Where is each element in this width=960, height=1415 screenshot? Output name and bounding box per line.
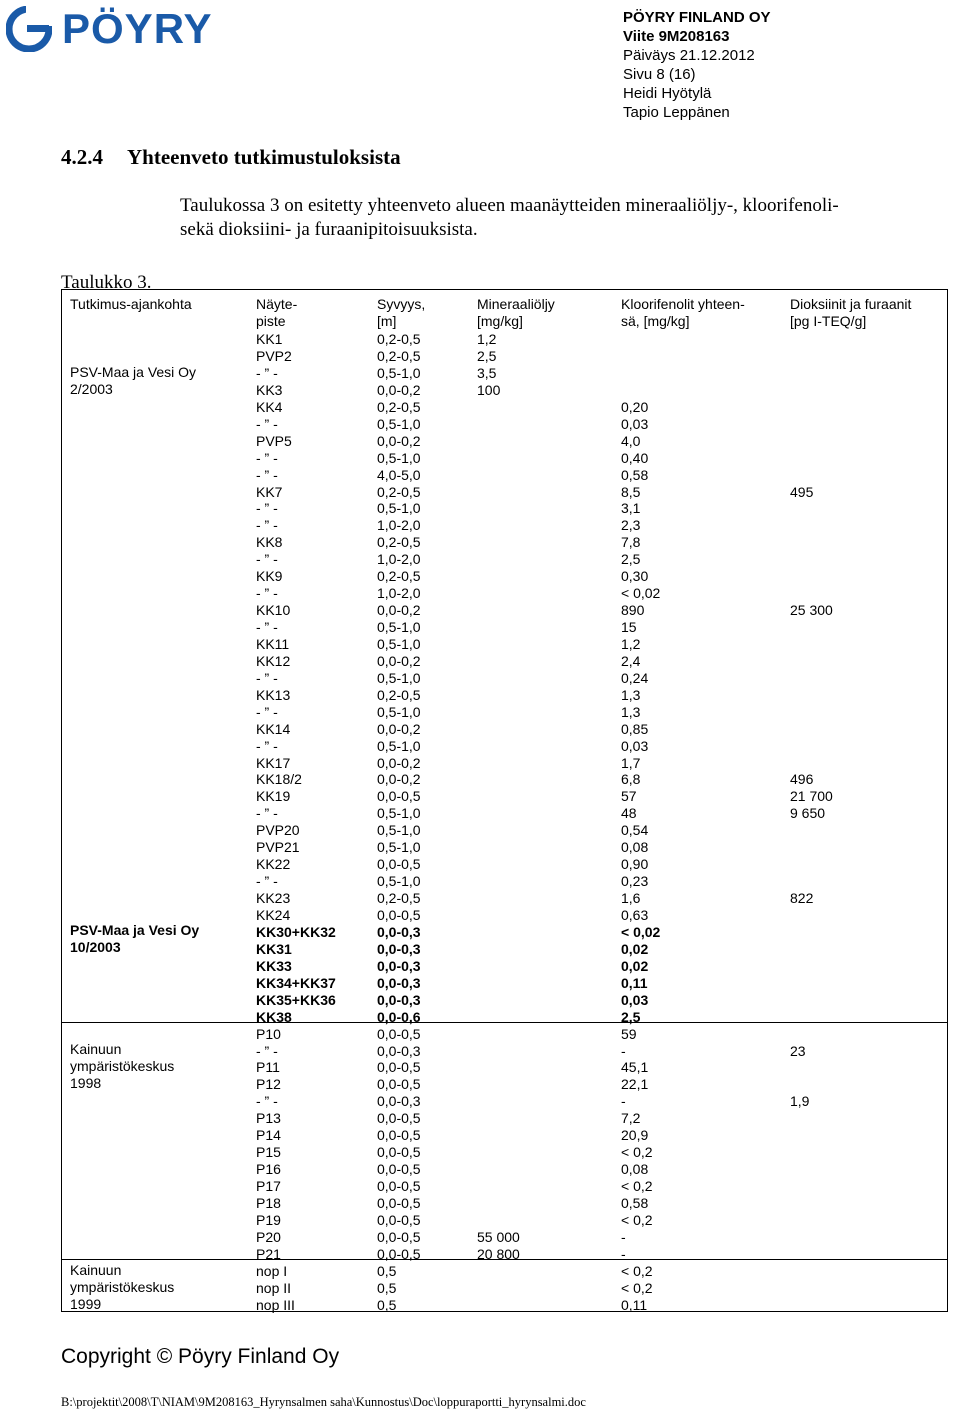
sample-point-cell: nop II <box>256 1279 292 1296</box>
depth-cell: 0,0-0,5 <box>377 1110 421 1127</box>
sample-point-cell: KK22 <box>256 856 291 873</box>
depth-cell: 0,0-0,2 <box>377 771 421 788</box>
mineral-oil-cell: 100 <box>477 381 501 398</box>
group-label-line: ympäristökeskus <box>70 1278 175 1295</box>
table-caption: Taulukko 3. <box>61 272 152 293</box>
document-header-info <box>623 8 771 122</box>
depth-cell: 0,0-0,5 <box>377 1144 421 1161</box>
sample-point-cell: - ” - <box>256 805 278 822</box>
header-text: Näyte- <box>256 296 298 312</box>
depth-cell: 0,0-0,3 <box>377 1042 421 1059</box>
depth-cell: 0,0-0,5 <box>377 1178 421 1194</box>
chlorophenols-cell: - <box>621 1228 626 1245</box>
depth-cell: 0,2-0,5 <box>377 331 421 347</box>
dioxins-cell: 1,9 <box>790 1093 810 1110</box>
header-text: Mineraaliöljy <box>477 296 555 312</box>
chlorophenols-cell: 0,11 <box>621 1296 648 1313</box>
group-label-line: 2/2003 <box>70 380 113 397</box>
column-header-dioxins <box>790 296 911 330</box>
section-title <box>61 145 401 170</box>
depth-cell: 0,0-0,5 <box>377 1076 421 1093</box>
dioxins-cell: 495 <box>790 483 814 500</box>
sample-point-cell: KK12 <box>256 652 291 669</box>
depth-cell: 0,5-1,0 <box>377 737 421 754</box>
depth-cell: 0,0-0,5 <box>377 1228 421 1245</box>
sample-point-cell: KK14 <box>256 720 291 737</box>
group-divider <box>62 1022 947 1023</box>
sample-point-cell: KK30+KK32 <box>256 923 336 940</box>
depth-cell: 0,0-0,5 <box>377 1127 421 1144</box>
dioxins-cell: 822 <box>790 890 814 906</box>
sample-point-cell: - ” - <box>256 703 278 720</box>
chlorophenols-cell: 22,1 <box>621 1076 649 1093</box>
section-heading: Yhteenveto tutkimustuloksista <box>127 145 401 169</box>
sample-point-cell: P12 <box>256 1076 281 1093</box>
sample-point-cell: - ” - <box>256 449 278 466</box>
group-label-line: ympäristökeskus <box>70 1057 175 1074</box>
sample-point-cell: KK3 <box>256 381 283 398</box>
sample-point-cell: nop III <box>256 1296 295 1313</box>
sample-point-cell: KK13 <box>256 686 291 703</box>
mineral-oil-cell: 20 800 <box>477 1245 520 1262</box>
chlorophenols-cell: 45,1 <box>621 1059 649 1076</box>
chlorophenols-cell: 2,5 <box>621 1008 641 1025</box>
depth-cell: 0,5-1,0 <box>377 449 421 466</box>
group-label <box>70 1041 174 1092</box>
chlorophenols-cell: 20,9 <box>621 1127 649 1144</box>
chlorophenols-cell: 1,7 <box>621 754 641 771</box>
chlorophenols-cell: 8,5 <box>621 483 641 500</box>
chlorophenols-cell: 0,54 <box>621 822 649 839</box>
depth-cell: 0,5-1,0 <box>377 415 421 432</box>
sample-point-cell: KK17 <box>256 754 291 771</box>
depth-cell: 0,5-1,0 <box>377 703 421 720</box>
header-text: Syvyys, <box>377 296 426 312</box>
sample-point-cell: KK19 <box>256 788 291 805</box>
header-text: [mg/kg] <box>477 312 523 329</box>
sample-point-cell: - ” - <box>256 466 278 483</box>
chlorophenols-cell: - <box>621 1042 626 1059</box>
sample-point-cell: - ” - <box>256 500 278 517</box>
chlorophenols-cell: 15 <box>621 619 637 635</box>
sample-point-cell: P15 <box>256 1144 281 1161</box>
chlorophenols-cell: 0,11 <box>621 974 648 991</box>
poyry-logo-icon <box>6 6 52 52</box>
depth-cell: 0,0-0,3 <box>377 923 421 940</box>
chlorophenols-cell: 890 <box>621 602 645 618</box>
chlorophenols-cell: 3,1 <box>621 500 641 517</box>
chlorophenols-cell: 0,63 <box>621 907 649 923</box>
depth-cell: 0,2-0,5 <box>377 686 421 703</box>
depth-cell: 0,5-1,0 <box>377 805 421 822</box>
sample-point-cell: KK1 <box>256 331 283 347</box>
results-table <box>61 289 948 1312</box>
group-label-line: 1999 <box>70 1295 102 1312</box>
header-text: Kloorifenolit yhteen- <box>621 296 745 312</box>
dioxins-cell: 25 300 <box>790 602 833 618</box>
chlorophenols-cell: 1,6 <box>621 890 641 906</box>
sample-point-cell: KK8 <box>256 534 283 551</box>
column-header-period <box>70 296 192 313</box>
depth-cell: 0,2-0,5 <box>377 568 421 585</box>
group-label-line: 10/2003 <box>70 938 121 955</box>
chlorophenols-cell: 0,08 <box>621 839 649 856</box>
header-text: piste <box>256 312 286 329</box>
depth-cell: 0,0-0,5 <box>377 788 421 805</box>
chlorophenols-cell: 0,30 <box>621 568 649 585</box>
depth-cell: 0,2-0,5 <box>377 483 421 500</box>
depth-cell: 0,0-0,5 <box>377 856 421 873</box>
depth-cell: 0,5-1,0 <box>377 669 421 686</box>
chlorophenols-cell: 1,3 <box>621 686 641 703</box>
sample-point-cell: KK7 <box>256 483 283 500</box>
sample-point-cell: nop I <box>256 1262 288 1279</box>
sample-point-cell: P17 <box>256 1178 281 1194</box>
sample-point-cell: PVP20 <box>256 822 300 839</box>
sample-point-cell: PVP2 <box>256 347 292 364</box>
author-name: Tapio Leppänen <box>623 104 730 121</box>
header-text: Dioksiinit ja furaanit <box>790 296 912 312</box>
mineral-oil-cell: 2,5 <box>477 347 497 364</box>
depth-cell: 0,5 <box>377 1262 397 1279</box>
depth-cell: 0,0-0,2 <box>377 381 421 398</box>
depth-cell: 0,0-0,5 <box>377 1211 421 1228</box>
mineral-oil-cell: 1,2 <box>477 331 497 347</box>
depth-cell: 0,5-1,0 <box>377 619 421 635</box>
depth-cell: 0,2-0,5 <box>377 534 421 551</box>
group-label-line: Kainuun <box>70 1262 122 1278</box>
depth-cell: 0,0-0,2 <box>377 432 421 449</box>
column-header-sample <box>256 296 297 330</box>
depth-cell: 0,0-0,3 <box>377 991 421 1008</box>
sample-point-cell: - ” - <box>256 1093 278 1110</box>
depth-cell: 0,5-1,0 <box>377 500 421 517</box>
chlorophenols-cell: 0,03 <box>621 415 649 432</box>
chlorophenols-cell: 0,08 <box>621 1161 649 1178</box>
group-label-line: PSV-Maa ja Vesi Oy <box>70 364 197 380</box>
chlorophenols-cell: < 0,2 <box>621 1178 653 1194</box>
group-label <box>70 364 196 398</box>
column-header-mineral-oil <box>477 296 555 330</box>
depth-cell: 1,0-2,0 <box>377 585 421 602</box>
intro-paragraph <box>180 194 960 242</box>
copyright-notice: Copyright © Pöyry Finland Oy <box>61 1345 340 1368</box>
group-label-line: PSV-Maa ja Vesi Oy <box>70 922 200 938</box>
depth-cell: 0,5-1,0 <box>377 822 421 839</box>
header-text: Tutkimus-ajankohta <box>70 296 192 312</box>
depth-cell: 0,0-0,5 <box>377 1245 421 1262</box>
depth-cell: 0,2-0,5 <box>377 890 421 906</box>
dioxins-cell: 23 <box>790 1042 806 1059</box>
sample-point-cell: KK31 <box>256 940 292 957</box>
intro-line: Taulukossa 3 on esitetty yhteenveto alueen maanäytteiden mineraaliöljy-, kloorifenoli- <box>180 195 839 216</box>
sample-point-cell: - ” - <box>256 1042 278 1059</box>
chlorophenols-cell: 0,23 <box>621 873 649 890</box>
group-label <box>70 1262 174 1313</box>
depth-cell: 0,5-1,0 <box>377 873 421 890</box>
chlorophenols-cell: < 0,2 <box>621 1262 653 1279</box>
depth-cell: 0,0-0,2 <box>377 720 421 737</box>
depth-cell: 4,0-5,0 <box>377 466 421 483</box>
company-name: PÖYRY FINLAND OY <box>623 9 771 26</box>
document-date: Päiväys 21.12.2012 <box>623 47 755 64</box>
sample-point-cell: P16 <box>256 1161 281 1178</box>
chlorophenols-cell: 59 <box>621 1025 637 1042</box>
mineral-oil-cell: 55 000 <box>477 1228 520 1245</box>
chlorophenols-cell: 48 <box>621 805 637 822</box>
column-header-depth <box>377 296 425 330</box>
chlorophenols-cell: - <box>621 1245 626 1262</box>
chlorophenols-cell: 7,2 <box>621 1110 641 1127</box>
dioxins-cell: 496 <box>790 771 814 788</box>
company-logo <box>6 6 246 52</box>
sample-point-cell: KK24 <box>256 907 291 923</box>
chlorophenols-cell: < 0,02 <box>621 585 661 602</box>
chlorophenols-cell: 0,03 <box>621 991 649 1008</box>
sample-point-cell: - ” - <box>256 669 278 686</box>
sample-point-cell: KK18/2 <box>256 771 302 788</box>
sample-point-cell: KK33 <box>256 957 292 974</box>
depth-cell: 0,5-1,0 <box>377 364 421 381</box>
sample-point-cell: - ” - <box>256 737 278 754</box>
header-text: sä, [mg/kg] <box>621 312 690 329</box>
depth-cell: 0,0-0,2 <box>377 652 421 669</box>
chlorophenols-cell: 1,3 <box>621 703 641 720</box>
chlorophenols-cell: 1,2 <box>621 635 641 652</box>
chlorophenols-cell: 0,02 <box>621 940 649 957</box>
chlorophenols-cell: 2,3 <box>621 517 641 534</box>
depth-cell: 0,0-0,2 <box>377 754 421 771</box>
sample-point-cell: - ” - <box>256 619 278 635</box>
depth-cell: 0,5 <box>377 1279 397 1296</box>
sample-point-cell: KK35+KK36 <box>256 991 336 1008</box>
depth-cell: 0,0-0,3 <box>377 940 421 957</box>
depth-cell: 1,0-2,0 <box>377 551 421 568</box>
chlorophenols-cell: 0,85 <box>621 720 649 737</box>
chlorophenols-cell: 0,40 <box>621 449 649 466</box>
chlorophenols-cell: 0,90 <box>621 856 649 873</box>
depth-cell: 0,5 <box>377 1296 397 1313</box>
group-label-line: Kainuun <box>70 1041 122 1057</box>
sample-point-cell: - ” - <box>256 364 278 381</box>
depth-cell: 0,0-0,6 <box>377 1008 421 1025</box>
chlorophenols-cell: 7,8 <box>621 534 641 551</box>
depth-cell: 0,0-0,3 <box>377 957 421 974</box>
section-number: 4.2.4 <box>61 145 103 169</box>
sample-point-cell: - ” - <box>256 585 278 602</box>
depth-cell: 0,0-0,3 <box>377 974 421 991</box>
sample-point-cell: KK23 <box>256 890 291 906</box>
chlorophenols-cell: 57 <box>621 788 637 805</box>
depth-cell: 0,0-0,5 <box>377 907 421 923</box>
chlorophenols-cell: 0,02 <box>621 957 649 974</box>
chlorophenols-cell: 0,24 <box>621 669 649 686</box>
reference-number: Viite 9M208163 <box>623 28 730 45</box>
chlorophenols-cell: < 0,2 <box>621 1144 653 1161</box>
chlorophenols-cell: 2,4 <box>621 652 641 669</box>
header-text: [m] <box>377 312 397 329</box>
sample-point-cell: - ” - <box>256 873 278 890</box>
sample-point-cell: P19 <box>256 1211 281 1228</box>
file-path: B:\projektit\2008\T\NIAM\9M208163_Hyrynsalmen saha\Kunnostus\Doc\loppuraportti_hyrynsalmi.doc <box>61 1395 586 1409</box>
sample-point-cell: P11 <box>256 1059 280 1076</box>
chlorophenols-cell: 0,20 <box>621 398 649 415</box>
intro-line: sekä dioksiini- ja furaanipitoisuuksista. <box>180 219 478 240</box>
depth-cell: 0,0-0,2 <box>377 602 421 618</box>
depth-cell: 0,0-0,5 <box>377 1161 421 1178</box>
sample-point-cell: P14 <box>256 1127 281 1144</box>
depth-cell: 0,5-1,0 <box>377 839 421 856</box>
chlorophenols-cell: 0,58 <box>621 466 649 483</box>
sample-point-cell: P21 <box>256 1245 281 1262</box>
chlorophenols-cell: < 0,02 <box>621 923 661 940</box>
column-header-chlorophenols <box>621 296 745 330</box>
sample-point-cell: KK4 <box>256 398 283 415</box>
header-text: [pg I-TEQ/g] <box>790 312 867 329</box>
depth-cell: 0,0-0,5 <box>377 1059 421 1076</box>
depth-cell: 0,0-0,3 <box>377 1093 421 1110</box>
depth-cell: 0,2-0,5 <box>377 347 421 364</box>
chlorophenols-cell: 0,03 <box>621 737 649 754</box>
chlorophenols-cell: < 0,2 <box>621 1211 653 1228</box>
depth-cell: 0,2-0,5 <box>377 398 421 415</box>
sample-point-cell: KK11 <box>256 635 290 652</box>
sample-point-cell: P18 <box>256 1194 281 1211</box>
depth-cell: 1,0-2,0 <box>377 517 421 534</box>
sample-point-cell: KK34+KK37 <box>256 974 336 991</box>
chlorophenols-cell: 0,58 <box>621 1194 649 1211</box>
dioxins-cell: 9 650 <box>790 805 826 822</box>
sample-point-cell: P20 <box>256 1228 281 1245</box>
sample-point-cell: - ” - <box>256 551 278 568</box>
sample-point-cell: KK9 <box>256 568 283 585</box>
chlorophenols-cell: 4,0 <box>621 432 641 449</box>
chlorophenols-cell: - <box>621 1093 626 1110</box>
sample-point-cell: KK10 <box>256 602 291 618</box>
depth-cell: 0,5-1,0 <box>377 635 421 652</box>
group-label <box>70 922 199 956</box>
sample-point-cell: PVP21 <box>256 839 300 856</box>
sample-point-cell: PVP5 <box>256 432 292 449</box>
mineral-oil-cell: 3,5 <box>477 364 497 381</box>
author-name: Heidi Hyötylä <box>623 85 712 102</box>
group-label-line: 1998 <box>70 1074 102 1091</box>
chlorophenols-cell: 6,8 <box>621 771 641 788</box>
sample-point-cell: P10 <box>256 1025 281 1042</box>
sample-point-cell: KK38 <box>256 1008 292 1025</box>
chlorophenols-cell: 2,5 <box>621 551 641 568</box>
sample-point-cell: P13 <box>256 1110 281 1127</box>
chlorophenols-cell: < 0,2 <box>621 1279 653 1296</box>
sample-point-cell: - ” - <box>256 517 278 534</box>
dioxins-cell: 21 700 <box>790 788 833 805</box>
sample-point-cell: - ” - <box>256 415 278 432</box>
page-number: Sivu 8 (16) <box>623 66 696 83</box>
depth-cell: 0,0-0,5 <box>377 1194 421 1211</box>
depth-cell: 0,0-0,5 <box>377 1025 421 1042</box>
logo-wordmark: PÖYRY <box>62 5 213 52</box>
